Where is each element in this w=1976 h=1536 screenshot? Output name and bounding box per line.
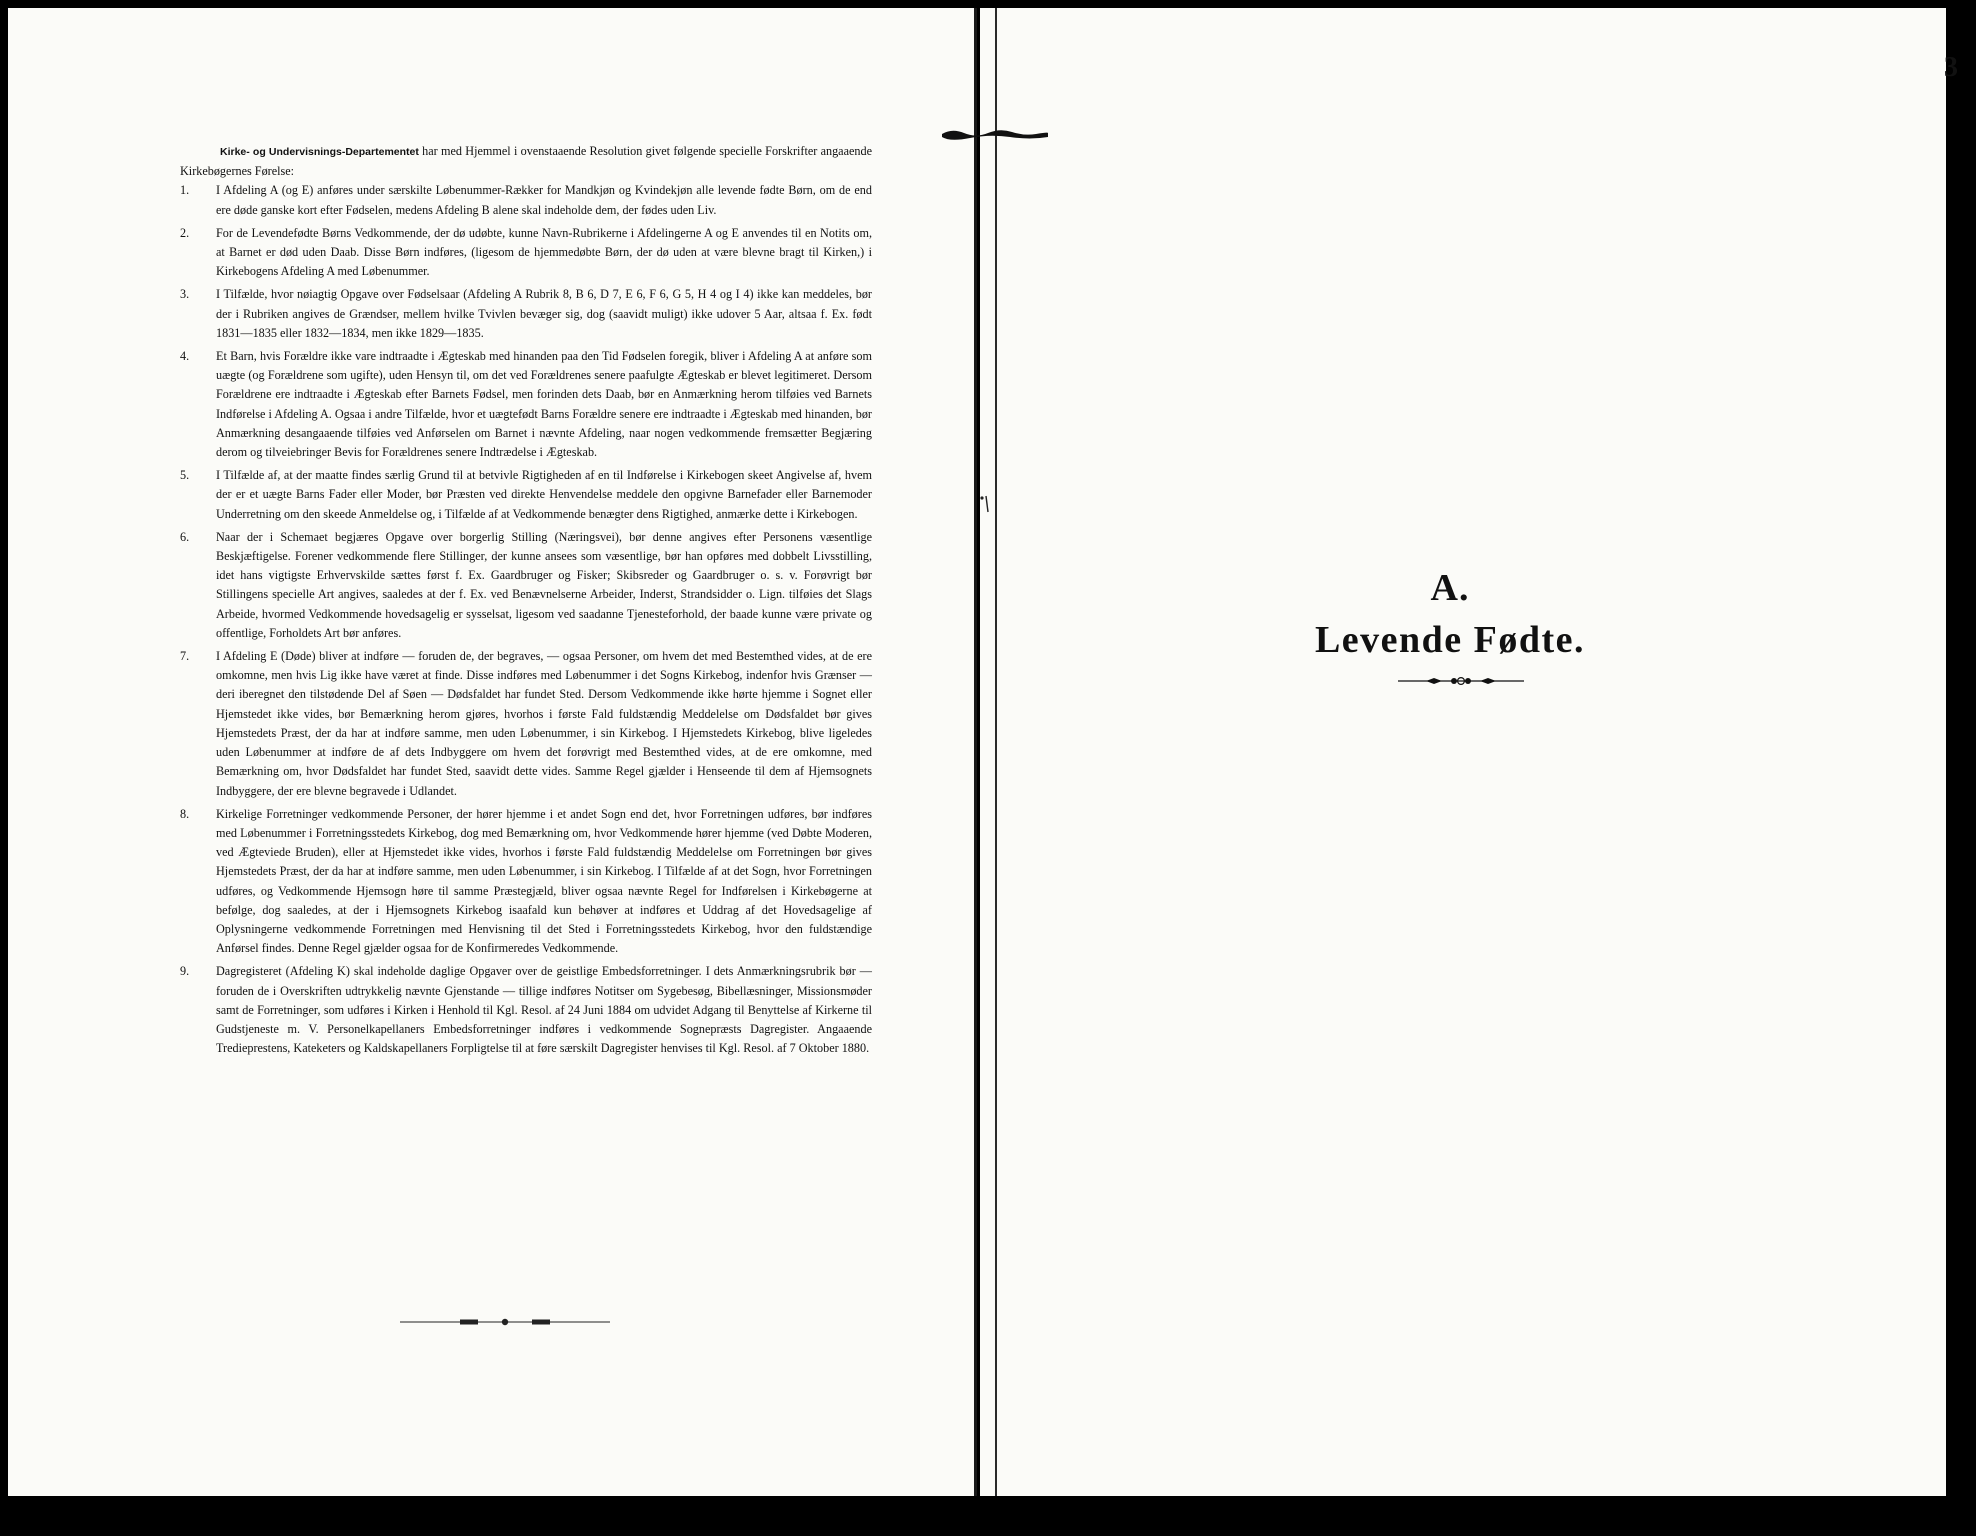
title-ornament	[1398, 676, 1524, 686]
section-title: Levende Fødte.	[1314, 619, 1586, 661]
item-number: 6.	[180, 529, 190, 544]
instruction-item	[180, 224, 872, 282]
item-text: I Afdeling A (og E) anføres under særskilte Løbenummer-Rækker for Mandkjøn og Kvindekjøn alle levende fødte Børn, om de end ere døde ganske kort efter Fødselen, medens Afdeling B alene skal indeholde dem, der fødes uden Liv.	[216, 183, 872, 217]
instruction-item	[180, 466, 872, 524]
instruction-item	[180, 285, 872, 343]
item-number: 4.	[180, 349, 190, 364]
page-number: 3	[1944, 52, 1958, 83]
gutter-mark	[978, 492, 992, 516]
item-text: I Tilfælde, hvor nøiagtig Opgave over Fødselsaar (Afdeling A Rubrik 8, B 6, D 7, E 6, F 6, G 5, H 4 og I 4) ikke kan meddeles, bør der i Rubriken angives de Grændser, mellem hvilke Tvivlen bevæger sig, dog (saavidt muligt) ikke udover 5 Aar, altsaa f. Ex. født 1831—1835 eller 1832—1834, men ikke 1829—1835.	[216, 287, 872, 340]
intro-text: har med Hjemmel i ovenstaaende Resolution givet følgende specielle Forskrifter angaaende Kirkebøgernes Førelse:	[180, 144, 873, 179]
item-number: 1.	[180, 183, 190, 198]
item-text: Dagregisteret (Afdeling K) skal indeholde daglige Opgaver over de geistlige Embedsforretninger. I dets Anmærkningsrubrik bør — foruden de i Overskriften udtrykkelig nævnte Gjenstande — tillige indføres Notitser om Sygebesøg, Bibellæsninger, Missionsmøder samt de Forretninger, som udføres i Kirken i Henhold til Kgl. Resol. af 24 Juni 1884 om udvidet Adgang til Benyttelse af Kirkerne til Gudstjeneste m. V. Personelkapellaners Embedsforretninger indføres i vedkommende Sognepræsts Dagregister. Angaaende Tredieprestens, Kateketers og Kaldskapellaners Forpligtelse til at føre særskilt Dagregister henvises til Kgl. Resol. af 7 Oktober 1880.	[216, 964, 872, 1056]
instruction-item	[180, 805, 872, 959]
instruction-item	[180, 181, 872, 219]
right-page	[980, 8, 1946, 1496]
item-number: 3.	[180, 287, 190, 302]
item-text: I Afdeling E (Døde) bliver at indføre — foruden de, der begraves, — ogsaa Personer, om hvem det med Bestemthed vides, at de ere omkomne, men hvis Lig ikke have været at finde. Disse indføres med Løbenummer i det Sogns Kirkebog, indenfor hvis Grænser — deri iberegnet den tilstødende Del af Søen — Dødsfaldet har fundet Sted. Dersom Vedkommende ikke hørte hjemme i Sognet eller Hjemstedet ikke vides, bør Bemærkning herom gjøres, hvorhos i første Fald fuldstændig Meddelelse om Dødsfaldet bør gives Hjemstedets Præst, der da har at indføre samme, men uden Løbenummer, i sin Kirkebog. I Hjemstedets Kirkebog, blive ligeledes uden Løbenummer at indføre de af dets Indbyggere om hvem det forøvrigt med Bestemthed vides, at de ere omkomne, med Bemærkning om, hvor Dødsfaldet har fundet Sted, saavidt dette vides. Samme Regel gjælder i Henseende til dem af Hjemsognets Indbyggere, der ere blevne begravede i Udlandet.	[216, 649, 872, 798]
instruction-item	[180, 528, 872, 643]
item-text: Naar der i Schemaet begjæres Opgave over borgerlig Stilling (Næringsvei), bør denne angives efter Personens væsentlige Beskjæftigelse. Forener vedkommende flere Stillinger, der kunne ansees som væsentlige, bør han opføres med dobbelt Livsstilling, idet hans vigtigste Erhvervskilde sættes først f. Ex. Gaardbruger og Fisker; Skibsreder og Gaardbruger o. s. v. Forøvrigt bør Stillingens specielle Art angives, saaledes at der f. Ex. ved Benævnelserne Arbeider, Inderst, Strandsidder o. Lign. tilføies det Slags Arbeide, hvormed Vedkommende hovedsagelig er sysselsat, ligesom ved saadanne Tjenesteforhold, der baade kunne være private og offentlige, Forholdets Art bør anføres.	[216, 529, 872, 640]
section-letter: A.	[1430, 567, 1470, 609]
item-number: 7.	[180, 649, 190, 664]
item-text: Et Barn, hvis Forældre ikke vare indtraadte i Ægteskab med hinanden paa den Tid Fødselen foregik, bliver i Afdeling A at anføre som uægte (og Forældrene som ugifte), uden Hensyn til, om det ved Forældrenes senere paafulgte Ægteskab er blevet legitimeret. Dersom Forældrene ere indtraadte i Ægteskab efter Barnets Fødsel, men forinden dets Daab, bør en Anmærkning herom tilføies ved Barnets Indførelse i Afdeling A. Ogsaa i andre Tilfælde, hvor et uægtefødt Barns Forældre senere ere indtraadte i Ægteskab med hinanden, bør Anmærkning desangaaende tilføies ved Anførselen om Barnet i nævnte Afdeling, naar nogen vedkommende fremsætter Begjæring derom og tilveiebringer Bevis for Forældrenes senere Indtrædelse i Ægteskab.	[216, 349, 872, 460]
instruction-item	[180, 347, 872, 462]
gutter-line	[974, 8, 977, 1496]
intro-paragraph	[180, 142, 872, 181]
instruction-item	[180, 962, 872, 1058]
instructions-text	[180, 142, 872, 1058]
instruction-item	[180, 647, 872, 801]
divider-ornament	[400, 1318, 610, 1326]
header-ink-smudge	[940, 128, 1050, 140]
gutter-line-right	[995, 8, 997, 1496]
item-number: 2.	[180, 225, 190, 240]
item-number: 8.	[180, 806, 190, 821]
item-text: I Tilfælde af, at der maatte findes særlig Grund til at betvivle Rigtigheden af en til Indførelse i Kirkebogen skeet Angivelse af, hvem der er et uægte Barns Fader eller Moder, bør Præsten ved direkte Henvendelse meddele den opgivne Barnefader eller Barnemoder Underretning om den skeede Anmeldelse og, i Tilfælde af at Vedkommende benægter dens Rigtighed, anmærke dette i Kirkebogen.	[216, 468, 872, 521]
item-number: 5.	[180, 468, 190, 483]
item-text: For de Levendefødte Børns Vedkommende, der dø udøbte, kunne Navn-Rubrikerne i Afdelingerne A og E anvendes til en Notits om, at Barnet er død uden Daab. Disse Børn indføres, (ligesom de hjemmedøbte Børn, der dø uden at være blevne bragt til Kirken,) i Kirkebogens Afdeling A med Løbenummer.	[216, 225, 872, 279]
department-name: Kirke- og Undervisnings-Departementet	[220, 146, 419, 158]
item-number: 9.	[180, 964, 190, 979]
item-text: Kirkelige Forretninger vedkommende Personer, der hører hjemme i et andet Sogn end det, hvor Forretningen udføres, bør indføres med Løbenummer i Forretningsstedets Kirkebog, dog med Bemærkning om, hvor Vedkommende hører hjemme (ved Døbte Moderen, ved Ægteviede Bruden), eller at Hjemstedet ikke vides, hvorhos i første Fald fuldstændig Meddelelse om Forretningen bør gives Hjemstedets Præst, der da har at indføre samme, men uden Løbenummer, i sin Kirkebog. I Tilfælde af at det Sogn, hvor Forretningen udføres, og Vedkommende Hjemsogn høre til samme Præstegjæld, bliver ogsaa nævnte Regel for Indførelsen i Kirkebøgerne at befølge, dog saaledes, at der i Hjemsognets Kirkebog isaafald kun behøver at indføres et Uddrag af det Hovedsagelige af Oplysningerne vedkommende Forretningen med Henvisning til det Sted i Forretningsstedets Kirkebog, hvor den fuldstændige Anførsel findes. Denne Regel gjælder ogsaa for de Konfirmeredes Vedkommende.	[216, 806, 872, 956]
